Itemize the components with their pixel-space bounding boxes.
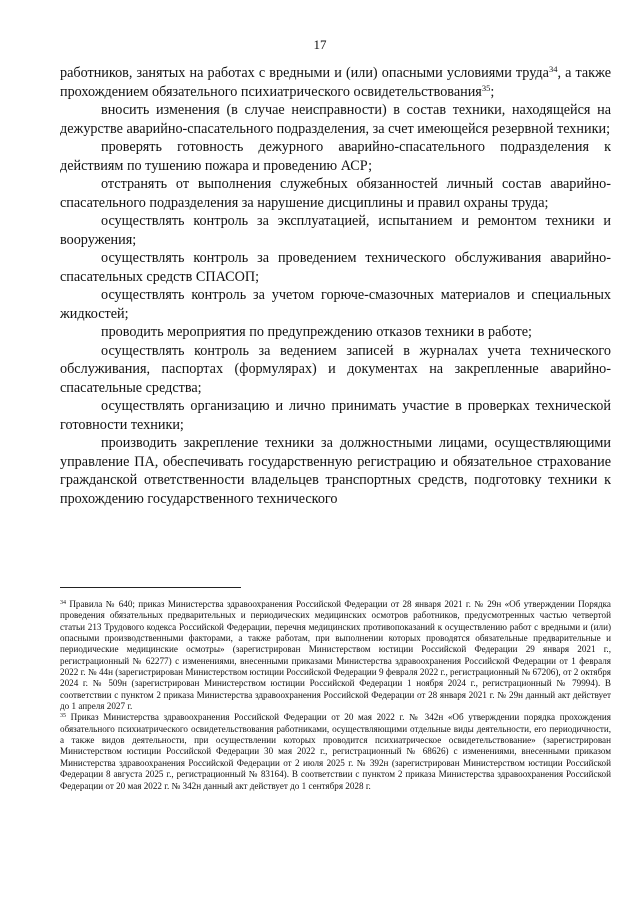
paragraph-5: осуществлять контроль за эксплуатацией, испытанием и ремонтом техники и вооружения; xyxy=(60,213,611,248)
footnote-35 xyxy=(60,712,611,791)
paragraph-1 xyxy=(60,64,611,101)
footnote-number: 34 xyxy=(60,600,66,606)
paragraph-11: производить закрепление техники за должностными лицами, осуществляющими управление ПА, обеспечивать государственную регистрацию и обязательное страхование гражданской ответственности владельцев транспортных средств, подготовку техники к прохождению государственного технического xyxy=(60,435,611,507)
footnote-34 xyxy=(60,599,611,712)
footnote-divider xyxy=(60,587,241,588)
paragraph-7: осуществлять контроль за учетом горюче-смазочных материалов и специальных жидкостей; xyxy=(60,287,611,322)
paragraph-text: , а также прохождением обязательного психиатрического освидетельствования xyxy=(60,65,611,100)
footnote-ref-34[interactable]: 34 xyxy=(548,64,558,74)
paragraph-3: проверять готовность дежурного аварийно-спасательного подразделения к действиям по тушению пожара и проведению АСР; xyxy=(60,139,611,174)
footnote-text: Приказ Министерства здравоохранения Российской Федерации от 20 мая 2022 г. № 342н «Об утверждении порядка прохождения обязательного психиатрического освидетельствования работниками, осуществляющими отдельные виды деятельности, его периодичности, а также видов деятельности, при осуществлении которых проводится психиатрическое освидетельствование» (зарегистрирован Министерством юстиции Российской Федерации 30 мая 2022 г., регистрационный № 68626) с изменениями, внесенными приказом Министерства здравоохранения Российской Федерации от 2 июля 2025 г. № 392н (зарегистрирован Министерством юстиции Российской Федерации 8 августа 2025 г., регистрационный № 83164). В соответствии с пунктом 2 приказа Министерства здравоохранения Российской Федерации от 20 мая 2022 г. № 342н данный акт действует до 1 сентября 2028 г. xyxy=(60,712,611,791)
footnotes xyxy=(60,599,611,792)
paragraph-2: вносить изменения (в случае неисправности) в состав техники, находящейся на дежурстве аварийно-спасательного подразделения, за счет имеющейся резервной техники; xyxy=(60,102,611,137)
body-text xyxy=(60,64,611,508)
paragraph-4: отстранять от выполнения служебных обязанностей личный состав аварийно-спасательного подразделения за нарушение дисциплины и правил охраны труда; xyxy=(60,176,611,211)
paragraph-8: проводить мероприятия по предупреждению отказов техники в работе; xyxy=(101,324,532,340)
paragraph-9: осуществлять контроль за ведением записей в журналах учета технического обслуживания, паспортах (формулярах) и документах на закрепленные аварийно-спасательные средства; xyxy=(60,342,611,396)
paragraph-text: работников, занятых на работах с вредными и (или) опасными условиями труда xyxy=(60,65,549,81)
footnote-ref-35[interactable]: 35 xyxy=(481,82,491,93)
paragraph-6: осуществлять контроль за проведением технического обслуживания аварийно-спасательных средств СПАСОП; xyxy=(60,250,611,285)
paragraph-text: ; xyxy=(490,83,495,100)
paragraph-10: осуществлять организацию и лично принимать участие в проверках технической готовности техники; xyxy=(60,398,611,433)
page-number: 17 xyxy=(313,37,327,52)
footnote-number: 35 xyxy=(60,713,66,720)
footnote-text: Правила № 640; приказ Министерства здравоохранения Российской Федерации от 28 января 2021 г. № 29н «Об утверждении Порядка проведения обязательных предварительных и периодических медицинских осмотров работников, предусмотренных частью четвертой статьи 213 Трудового кодекса Российской Федерации, перечня медицинских противопоказаний к осуществлению работ с вредными и (или) опасными производственными факторами, а также работам, при выполнении которых проводятся обязательные предварительные и периодические медицинские осмотры» (зарегистрирован Министерством юстиции Российской Федерации 29 января 2021 г., регистрационный № 62277) с изменениями, внесенными приказами Министерства здравоохранения Российской Федерации от 1 февраля 2022 г. № 44н (зарегистрирован Министерством юстиции Российской Федерации 9 февраля 2022 г., регистрационный № 67206), от 2 октября 2024 г. № 509н (зарегистрирован Министерством юстиции Российской Федерации 1 ноября 2024 г., регистрационный № 79994). В соответствии с пунктом 2 приказа Министерства здравоохранения Российской Федерации от 28 января 2021 г. № 29н данный акт действует до 1 апреля 2027 г. xyxy=(60,599,611,712)
